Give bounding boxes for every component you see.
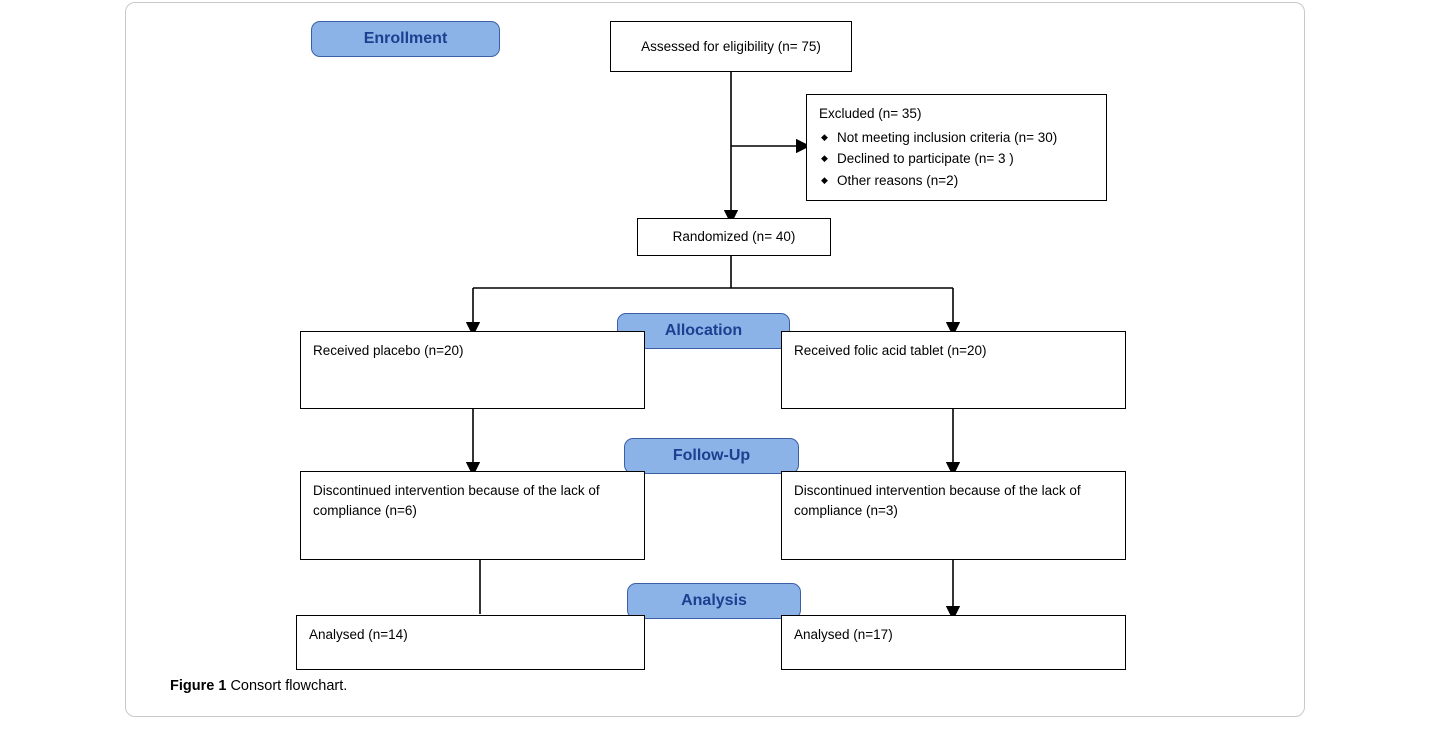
node-analysis-placebo-label: Analysed (n=14) (309, 627, 408, 642)
stage-followup-label: Follow-Up (672, 447, 751, 464)
node-allocation-folic-acid (781, 331, 1126, 409)
node-followup-placebo (300, 471, 645, 560)
stage-analysis (627, 583, 801, 619)
figure-caption-text: Consort flowchart. (230, 678, 348, 694)
node-followup-placebo-label: Discontinued intervention because of the lack of compliance (n=6) (313, 483, 600, 518)
node-followup-folic-acid-label: Discontinued intervention because of the lack of compliance (n=3) (794, 483, 1081, 518)
figure-caption (170, 678, 347, 694)
node-randomized (637, 218, 831, 256)
stage-followup (624, 438, 799, 474)
list-item: ◆ Not meeting inclusion criteria (n= 30) (819, 129, 1094, 148)
node-excluded (806, 94, 1107, 201)
stage-allocation-label: Allocation (664, 322, 743, 339)
list-item: ◆ Declined to participate (n= 3 ) (819, 150, 1094, 169)
list-item: ◆ Other reasons (n=2) (819, 172, 1094, 191)
node-analysis-folic-acid-label: Analysed (n=17) (794, 627, 893, 642)
node-allocation-placebo-label: Received placebo (n=20) (313, 343, 464, 358)
stage-enrollment (311, 21, 500, 57)
figure-caption-label: Figure 1 (170, 678, 227, 694)
node-analysis-folic-acid (781, 615, 1126, 670)
node-excluded-list (819, 129, 1094, 192)
node-followup-folic-acid (781, 471, 1126, 560)
node-assessed-for-eligibility (610, 21, 852, 72)
node-assessed-label: Assessed for eligibility (n= 75) (641, 38, 821, 54)
node-analysis-placebo (296, 615, 645, 670)
stage-analysis-label: Analysis (681, 592, 747, 609)
stage-enrollment-label: Enrollment (363, 30, 448, 47)
node-allocation-folic-acid-label: Received folic acid tablet (n=20) (794, 343, 987, 358)
node-excluded-title: Excluded (n= 35) (819, 106, 922, 121)
node-randomized-label: Randomized (n= 40) (672, 229, 796, 245)
node-allocation-placebo (300, 331, 645, 409)
